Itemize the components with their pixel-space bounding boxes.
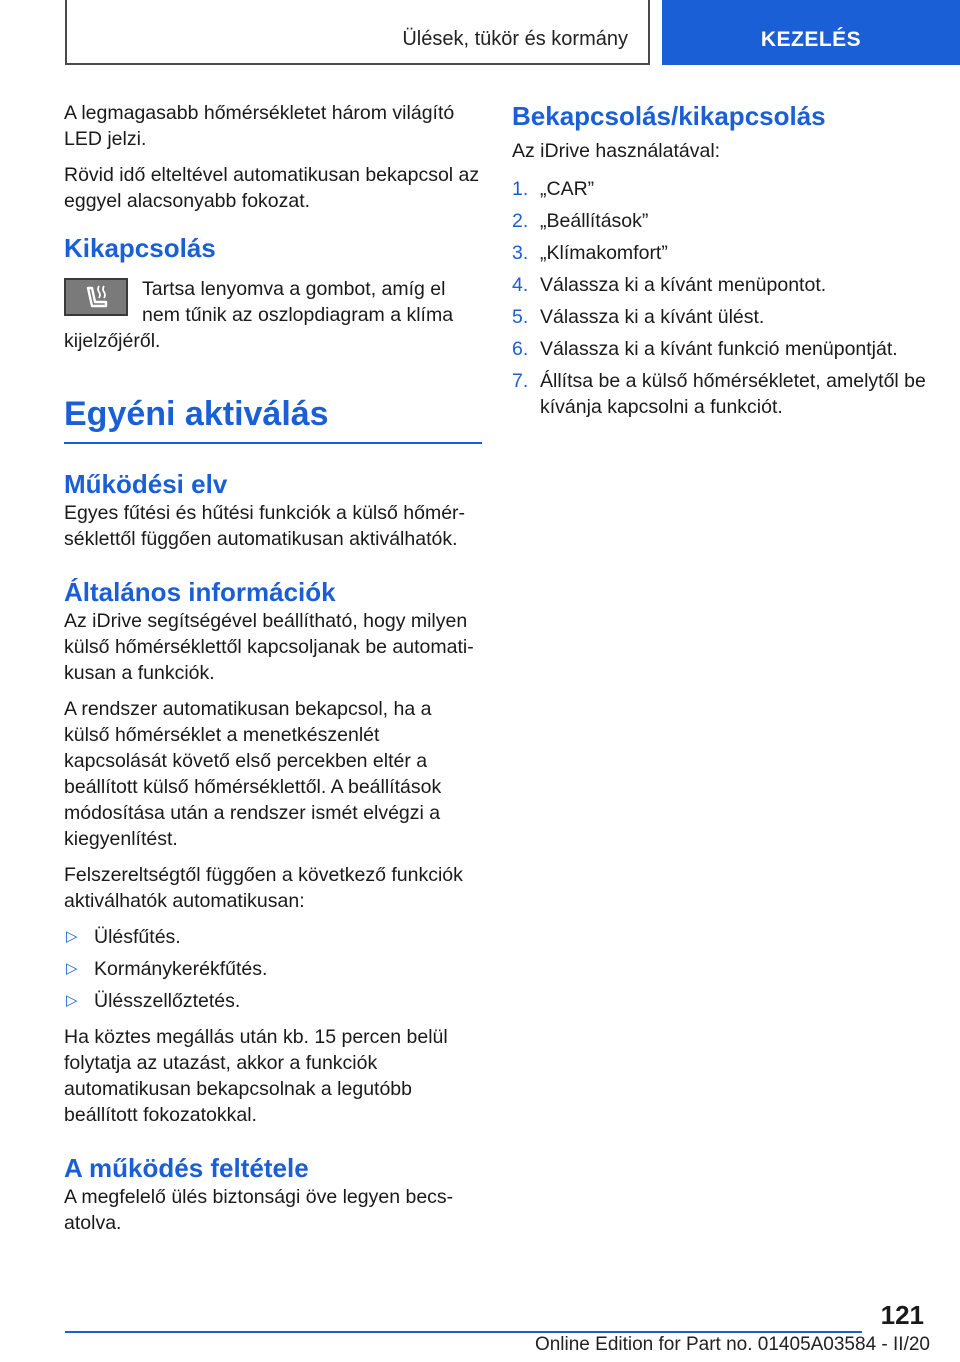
list-item: 3. „Klímakomfort” <box>512 242 668 264</box>
step-number: 4. <box>512 274 529 296</box>
header-section-title: Ülések, tükör és kormány <box>402 28 628 50</box>
step-number: 5. <box>512 306 529 328</box>
list-item: ▷ Ülésszellőztetés. <box>66 990 241 1012</box>
heading-mukodesi-elv: Működési elv <box>64 469 228 499</box>
paragraph-auto-level: Rövid idő elteltével automatikusan bekapcsol az eggyel alacsonyabb fokozat. <box>64 164 480 212</box>
paragraph-info-3: Felszereltségtől függően a következő funkciók aktiválhatók automatikusan: <box>64 864 463 912</box>
function-list <box>64 924 482 1014</box>
heading-bekapcsolas-kikapcsolas: Bekapcsolás/kikapcsolás <box>512 101 826 131</box>
steps-list <box>512 176 930 420</box>
step-number: 1. <box>512 178 529 200</box>
heading-mukodes-feltetele: A működés feltétele <box>64 1153 309 1183</box>
footer-rule <box>65 1331 862 1333</box>
step-number: 7. <box>512 370 529 392</box>
step-number: 2. <box>512 210 529 232</box>
paragraph-kikapcsolas: Tartsa lenyomva a gombot, amíg el nem tűnik az oszlopdiagram a klíma kijelzőjéről. <box>64 278 454 352</box>
paragraph-mukodesi-elv: Egyes fűtési és hűtési funkciók a külső hőmérséklettől függően automatikusan aktiválhatók. <box>64 502 466 550</box>
triangle-bullet-icon: ▷ <box>66 928 78 945</box>
triangle-bullet-icon: ▷ <box>66 992 78 1009</box>
list-item: 4. Válassza ki a kívánt menüpontot. <box>512 274 827 296</box>
step-number: 6. <box>512 338 529 360</box>
list-item: 5. Válassza ki a kívánt ülést. <box>512 306 765 328</box>
paragraph-info-4: Ha köztes megállás után kb. 15 percen belül folytatja az utazást, akkor a funkciók automatikusan bekapcsolnak a legutóbb beállított fokozatokkal. <box>64 1026 448 1126</box>
kikapcsolas-block <box>64 276 482 354</box>
heading-altalanos-informaciok: Általános információk <box>64 577 336 607</box>
left-column <box>64 100 482 1246</box>
paragraph-info-2: A rendszer automatikusan bekapcsol, ha a külső hőmérséklet a menetkészenlét kapcsolását követő első percekben eltér a beállított külső hőmérséklettől. A beállítások módosítása után a rendszer ismét elvégzi a kiegyenlítést. <box>64 698 442 850</box>
list-item: 2. „Beállítások” <box>512 210 649 232</box>
triangle-bullet-icon: ▷ <box>66 960 78 977</box>
step-number: 3. <box>512 242 529 264</box>
list-item: ▷ Ülésfűtés. <box>66 926 181 948</box>
list-item: 6. Válassza ki a kívánt funkció menüpontját. <box>512 338 898 360</box>
right-column <box>512 100 930 426</box>
paragraph-info-1: Az iDrive segítségével beállítható, hogy milyen külső hőmérséklettől kapcsoljanak be automatikusan a funkciók. <box>64 610 474 684</box>
list-item: ▷ Kormánykerékfűtés. <box>66 958 268 980</box>
seat-heating-button-icon <box>64 278 128 316</box>
paragraph-feltetel: A megfelelő ülés biztonsági öve legyen becsatolva. <box>64 1186 454 1234</box>
list-item: 1. „CAR” <box>512 178 595 200</box>
page-number: 121 <box>880 1300 924 1330</box>
paragraph-idrive-intro: Az iDrive használatával: <box>512 140 721 162</box>
footer-edition: Online Edition for Part no. 01405A03584 - II/20 <box>534 1334 930 1355</box>
header-chapter-tab <box>662 0 960 65</box>
paragraph-led: A legmagasabb hőmérsékletet három világító LED jelzi. <box>64 102 455 150</box>
header-section-box <box>65 0 650 65</box>
header-chapter-label: KEZELÉS <box>760 28 862 51</box>
heading-kikapcsolas: Kikapcsolás <box>64 233 216 263</box>
heading-egyeni-aktivalas: Egyéni aktiválás <box>64 395 329 433</box>
list-item: 7. Állítsa be a külső hőmérsékletet, amelytől be kívánja kapcsolni a funkciót. <box>512 370 926 418</box>
